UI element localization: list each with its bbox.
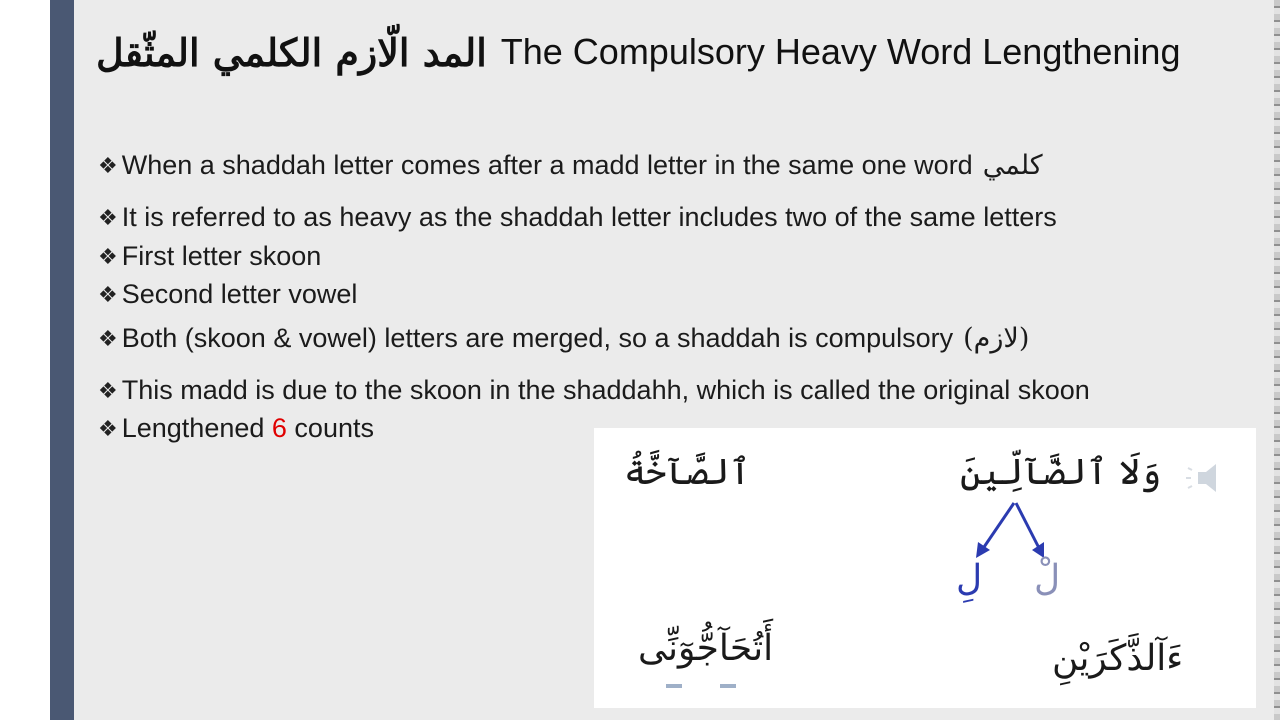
example-word-atuhajjunni: أَتُحَآجُّوٓنِّى bbox=[638, 628, 774, 669]
bullet-item bbox=[98, 413, 374, 444]
bullet-item bbox=[98, 279, 357, 310]
speaker-icon[interactable] bbox=[1184, 458, 1224, 498]
bullet-icon: ❖ bbox=[98, 325, 118, 351]
bullet-text-pre: Lengthened bbox=[121, 413, 272, 443]
left-margin bbox=[0, 0, 50, 720]
example-word-aaldhakarayn: ءَآلذَّكَرَيْنِ bbox=[1052, 638, 1184, 679]
title-arabic: المد الّازم الكلمي المثّقل bbox=[96, 29, 487, 75]
example-word-assakhah: ٱلصَّآخَّةُ bbox=[624, 452, 751, 493]
bullet-item bbox=[98, 375, 1090, 406]
bullet-arabic: (لازم) bbox=[963, 323, 1030, 354]
bullet-item bbox=[98, 150, 1043, 181]
bullet-arabic: كلمي bbox=[982, 150, 1043, 181]
underline-mark bbox=[666, 684, 682, 688]
title-english: The Compulsory Heavy Word Lengthening bbox=[500, 31, 1181, 72]
bullet-item bbox=[98, 323, 1029, 354]
bullet-text: When a shaddah letter comes after a madd letter in the same one word bbox=[121, 150, 973, 180]
slide-accent-bar bbox=[50, 0, 74, 720]
quran-examples-panel bbox=[594, 428, 1256, 708]
bullet-item bbox=[98, 202, 1057, 233]
bullet-icon: ❖ bbox=[98, 152, 118, 178]
bullet-icon: ❖ bbox=[98, 243, 118, 269]
bullet-item bbox=[98, 241, 321, 272]
bullet-text: Second letter vowel bbox=[121, 279, 358, 309]
bullet-icon: ❖ bbox=[98, 377, 118, 403]
bullet-text: First letter skoon bbox=[121, 241, 322, 271]
slide-title bbox=[96, 22, 1236, 82]
right-edge-strip bbox=[1274, 0, 1280, 720]
bullet-icon: ❖ bbox=[98, 415, 118, 441]
lengthening-count: 6 bbox=[271, 413, 287, 443]
bullet-text: This madd is due to the skoon in the shaddahh, which is called the original skoon bbox=[121, 375, 1090, 405]
bullet-icon: ❖ bbox=[98, 204, 118, 230]
bullet-text: Both (skoon & vowel) letters are merged, so a shaddah is compulsory bbox=[121, 323, 954, 353]
lam-vowel: لِ bbox=[956, 558, 983, 599]
underline-mark bbox=[720, 684, 736, 688]
bullet-icon: ❖ bbox=[98, 281, 118, 307]
bullet-text: It is referred to as heavy as the shaddah letter includes two of the same letters bbox=[121, 202, 1057, 232]
example-word-addaallin: وَلَا ٱلضَّآلِّينَ bbox=[960, 452, 1162, 493]
bullet-text-post: counts bbox=[286, 413, 374, 443]
lam-skoon: لْ bbox=[1034, 558, 1061, 599]
